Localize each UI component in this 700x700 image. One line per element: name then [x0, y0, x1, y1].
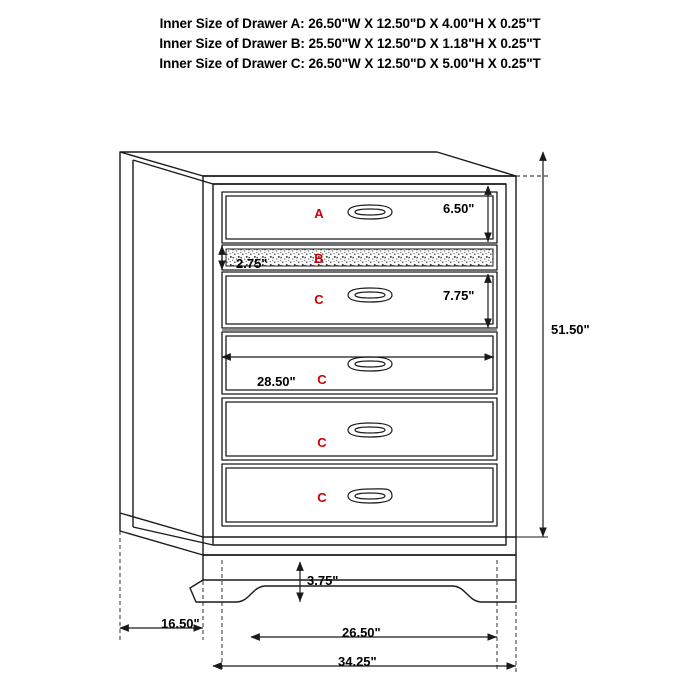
drawer-c3-face — [222, 398, 497, 460]
dim-label-drawer-b-height: 2.75" — [236, 256, 268, 271]
dim-label-depth: 16.50" — [161, 616, 200, 631]
dim-label-drawer-width: 28.50" — [257, 374, 296, 389]
drawer-group — [222, 192, 497, 526]
drawer-label-a: A — [314, 206, 324, 221]
handle-drawer-c1 — [348, 288, 392, 302]
handle-drawer-c2 — [348, 357, 392, 371]
drawer-c4-face — [222, 464, 497, 526]
handle-drawer-a — [348, 205, 392, 219]
drawer-spec-line-a: Inner Size of Drawer A: 26.50"W X 12.50"D X 4.00"H X 0.25"T — [159, 16, 541, 31]
handle-drawer-c4 — [348, 489, 392, 503]
drawer-label-b: B — [314, 251, 324, 266]
handle-drawer-c3 — [348, 423, 392, 437]
drawer-c3-face-inner — [226, 402, 493, 456]
drawer-spec-line-c: Inner Size of Drawer C: 26.50"W X 12.50"D X 5.00"H X 0.25"T — [159, 56, 541, 71]
dim-label-drawer-a-height: 6.50" — [443, 201, 475, 216]
chest-plinth — [186, 547, 516, 602]
dim-label-drawer-c-height: 7.75" — [443, 288, 475, 303]
plinth-front — [203, 555, 516, 580]
drawer-label-c4: C — [317, 490, 327, 505]
case-top-inner-edge — [133, 160, 213, 184]
case-top-panel — [120, 152, 516, 176]
dim-label-leg-height: 3.75" — [307, 573, 339, 588]
drawer-label-c2: C — [317, 372, 327, 387]
dimension-arrows — [120, 152, 543, 666]
drawer-label-c1: C — [314, 292, 324, 307]
drawer-c4-face-inner — [226, 468, 493, 522]
drawer-a-face — [222, 192, 497, 243]
dim-label-total-height: 51.50" — [551, 322, 590, 337]
case-front-inner — [213, 184, 506, 545]
plinth-right-foot — [512, 580, 516, 602]
drawer-label-c3: C — [317, 435, 327, 450]
drawer-spec-line-b: Inner Size of Drawer B: 25.50"W X 12.50"D X 1.18"H X 0.25"T — [159, 36, 541, 51]
dim-label-total-width: 34.25" — [338, 654, 377, 669]
plinth-apron-curve — [206, 586, 512, 602]
dim-label-inner-width: 26.50" — [342, 625, 381, 640]
